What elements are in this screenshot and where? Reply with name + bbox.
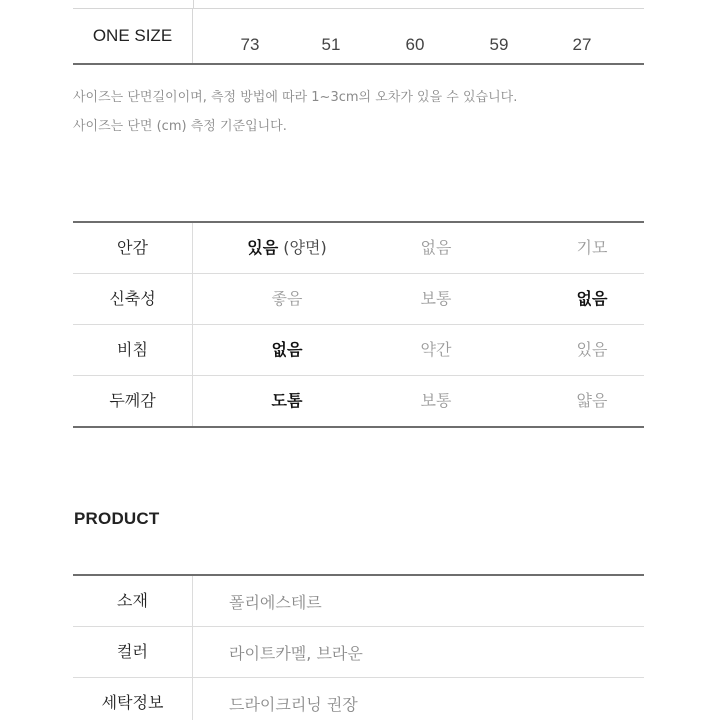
attr-label: 두께감 — [73, 376, 193, 426]
product-row-value: 폴리에스테르 — [229, 592, 322, 612]
product-row-care — [73, 678, 644, 720]
attr-option: 보통 — [420, 289, 452, 308]
product-info-table — [73, 574, 644, 720]
attr-label: 안감 — [73, 223, 193, 273]
attr-row-stretch — [73, 274, 644, 325]
attr-option-selected: 없음 — [576, 289, 608, 308]
attr-row-thickness — [73, 376, 644, 426]
attr-label: 비침 — [73, 325, 193, 375]
size-value-4: 59 — [489, 35, 509, 54]
size-value-2: 51 — [321, 35, 341, 54]
product-row-material — [73, 576, 644, 627]
attr-option: 없음 — [420, 238, 452, 257]
size-value-1: 73 — [240, 35, 260, 54]
size-row-label: ONE SIZE — [73, 9, 193, 63]
product-row-color — [73, 627, 644, 678]
product-row-value: 드라이크리닝 권장 — [229, 694, 358, 714]
attr-option-extra: (양면) — [278, 238, 327, 257]
attr-option: 약간 — [420, 340, 452, 359]
product-heading: PRODUCT — [74, 509, 160, 528]
size-note-2: 사이즈는 단면 (cm) 측정 기준입니다. — [73, 119, 287, 134]
size-row — [73, 9, 644, 65]
attr-option-text: 있음 — [247, 238, 279, 257]
attr-option-selected — [247, 223, 326, 273]
product-row-value: 라이트카멜, 브라운 — [229, 643, 363, 663]
attr-option-selected: 없음 — [271, 340, 303, 359]
attr-option: 있음 — [576, 340, 608, 359]
attr-row-lining — [73, 223, 644, 274]
column-divider — [193, 0, 194, 8]
attr-label: 신축성 — [73, 274, 193, 324]
product-row-label: 세탁정보 — [73, 678, 193, 720]
product-row-label: 소재 — [73, 576, 193, 626]
attr-option: 얇음 — [576, 391, 608, 410]
size-value-5: 27 — [572, 35, 592, 54]
size-value-3: 60 — [405, 35, 425, 54]
attr-option: 기모 — [576, 238, 608, 257]
attr-option-selected: 도톰 — [271, 391, 303, 410]
attr-option: 좋음 — [271, 289, 303, 308]
attr-option: 보통 — [420, 391, 452, 410]
product-row-label: 컬러 — [73, 627, 193, 677]
fabric-attribute-table — [73, 221, 644, 428]
size-table — [73, 0, 644, 65]
size-table-previous-row — [73, 0, 644, 9]
attr-row-sheerness — [73, 325, 644, 376]
size-note-1: 사이즈는 단면길이이며, 측정 방법에 따라 1~3cm의 오차가 있을 수 있습니다. — [73, 90, 518, 105]
